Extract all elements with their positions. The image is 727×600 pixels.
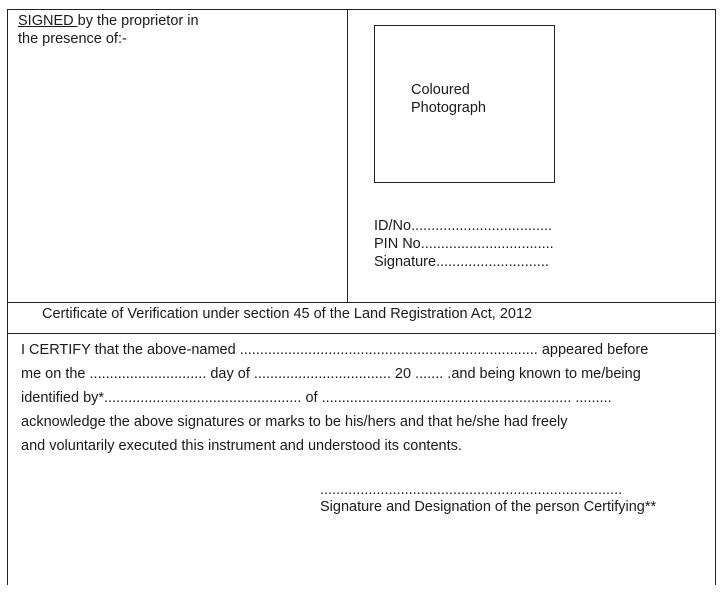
id-number-field: ID/No................................... <box>374 218 553 234</box>
certifier-signature-caption: Signature and Designation of the person Certifying** <box>320 499 657 515</box>
certifier-signature-dots: ........................................................................... <box>320 482 623 498</box>
certify-line-4: acknowledge the above signatures or marks to be his/hers and that he/she had freely <box>21 414 568 430</box>
photograph-label-line-1: Coloured <box>411 82 470 98</box>
column-divider <box>347 9 348 302</box>
signed-word: SIGNED <box>18 13 78 29</box>
section-divider-top <box>7 302 716 303</box>
certify-line-1: I CERTIFY that the above-named .......................................................................... appeared before <box>21 342 649 358</box>
photograph-label-line-2: Photograph <box>411 100 486 116</box>
certify-line-3: identified by*................................................. of .............................................................. ......... <box>21 390 612 406</box>
witness-line-1-rest: by the proprietor in <box>77 13 199 29</box>
signature-field: Signature............................ <box>374 254 549 270</box>
photograph-label <box>411 81 486 117</box>
photograph-box <box>374 25 555 183</box>
section-divider-bottom <box>7 333 716 334</box>
witness-line-1 <box>18 12 199 30</box>
certificate-title: Certificate of Verification under section 45 of the Land Registration Act, 2012 <box>42 306 533 322</box>
certify-line-2: me on the ............................. day of .................................. 20 ....... .and being known to me/being <box>21 366 641 382</box>
certify-line-5: and voluntarily executed this instrument and understood its contents. <box>21 438 462 454</box>
witness-line-2: the presence of:- <box>18 31 127 47</box>
pin-number-field: PIN No................................. <box>374 236 554 252</box>
